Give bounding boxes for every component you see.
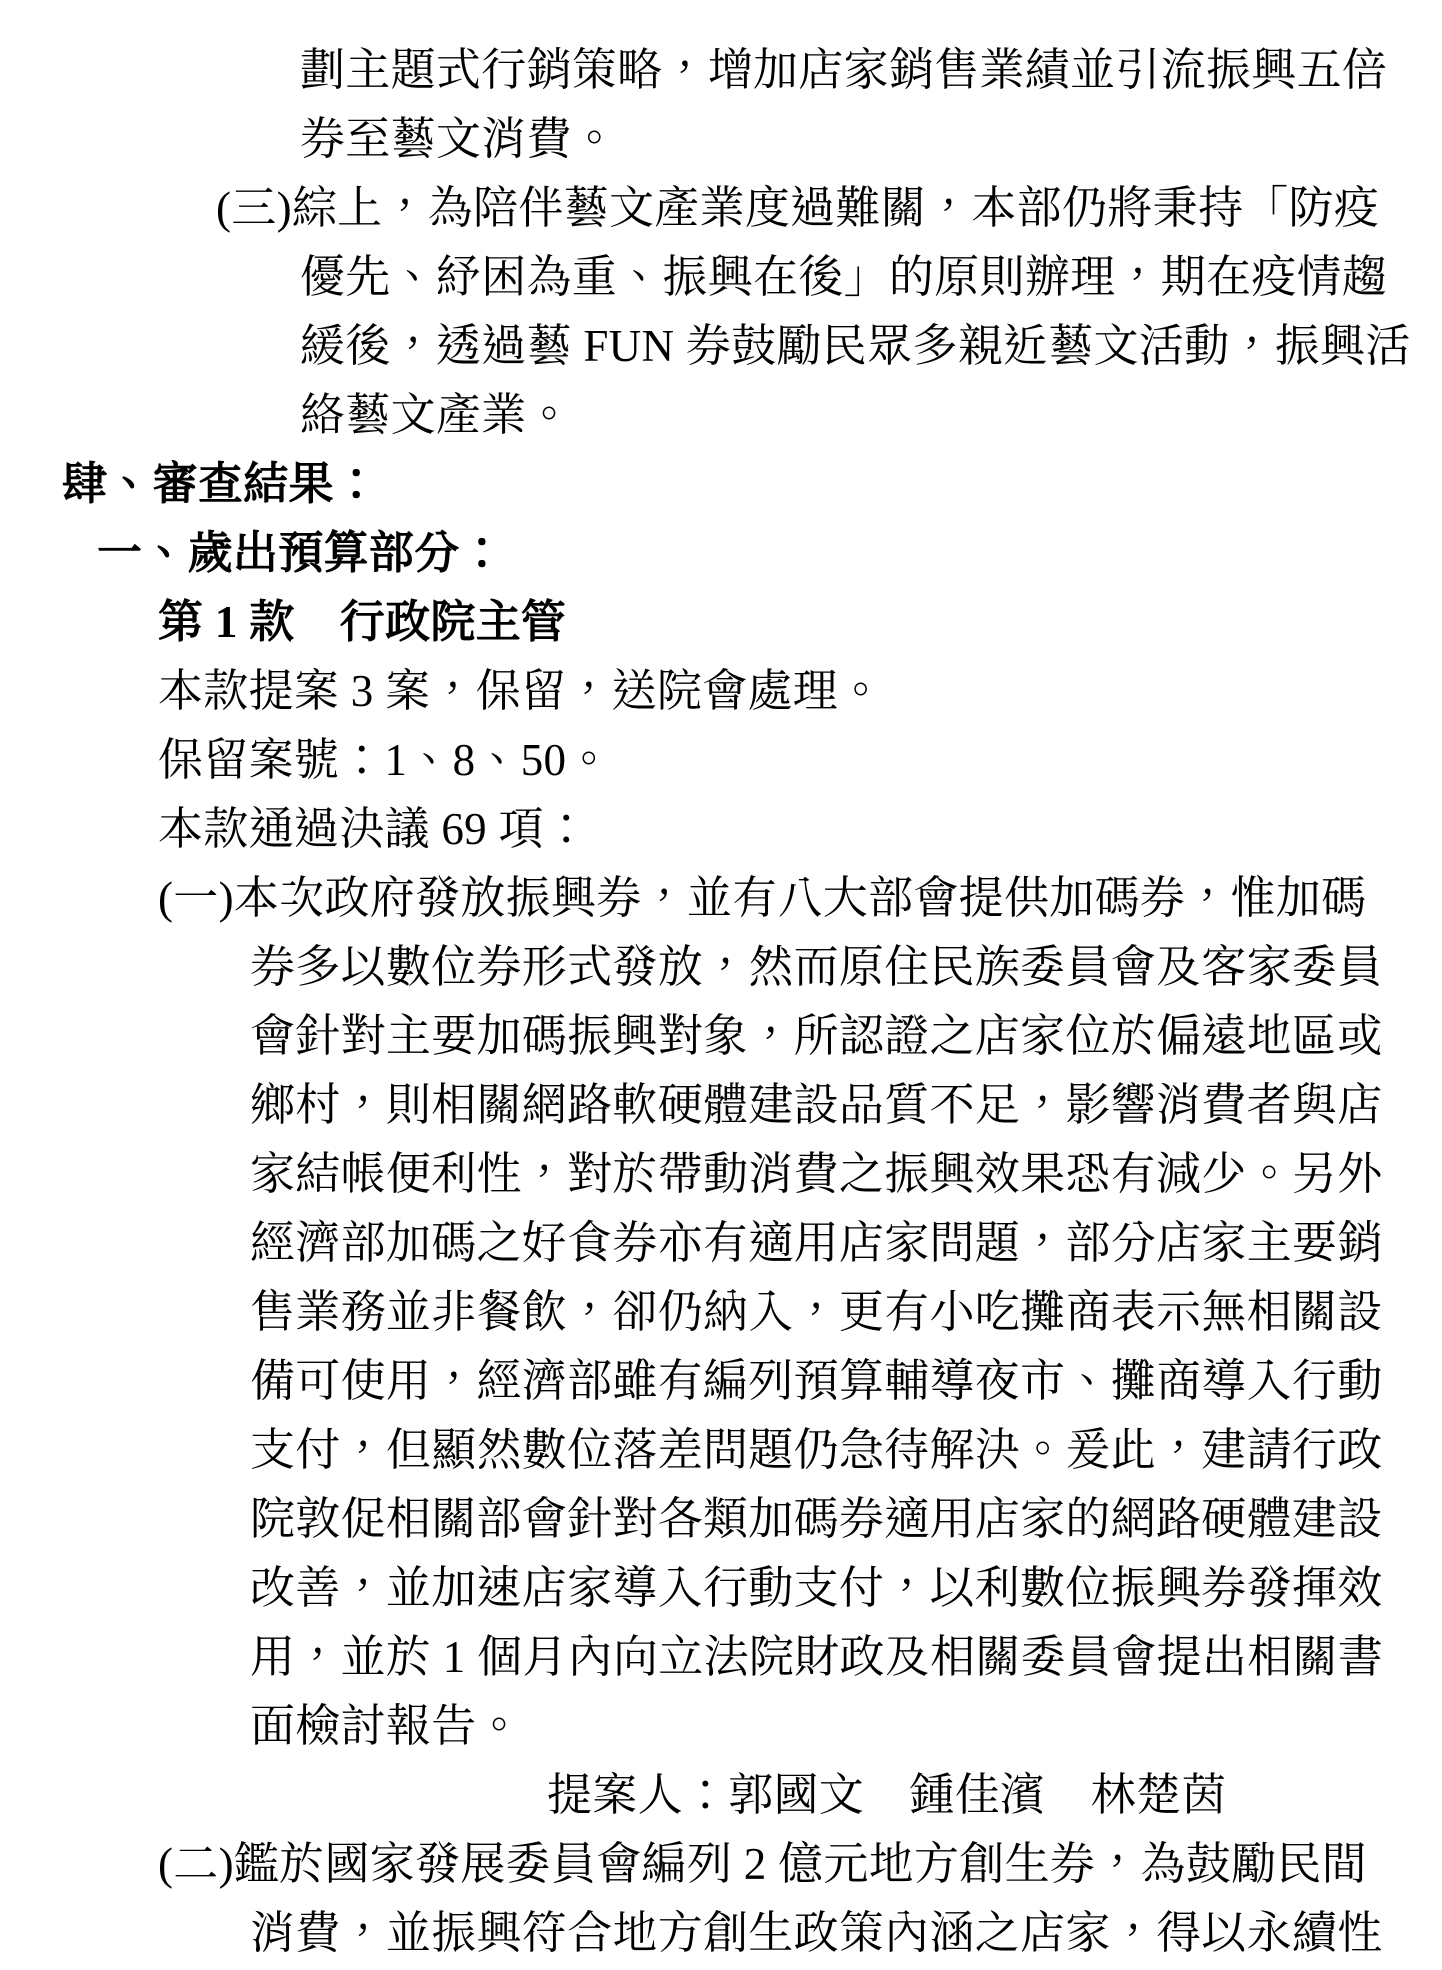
continuation-l1-line: 改善，並加速店家導入行動支付，以利數位振興券發揮效	[250, 1563, 1383, 1613]
continuation-l1-line: 經濟部加碼之好食券亦有適用店家問題，部分店家主要銷	[250, 1218, 1383, 1268]
continuation-l1-line: 券多以數位券形式發放，然而原住民族委員會及客家委員	[250, 942, 1383, 992]
continuation-l1-line: 備可使用，經濟部雖有編列預算輔導夜市、攤商導入行動	[250, 1356, 1383, 1406]
continuation-l1-line: 院敦促相關部會針對各類加碼券適用店家的網路硬體建設	[250, 1494, 1383, 1544]
continuation-l2-line: 優先、紓困為重、振興在後」的原則辦理，期在疫情趨	[300, 252, 1388, 302]
continuation-l1-line: 家結帳便利性，對於帶動消費之振興效果恐有減少。另外	[250, 1149, 1383, 1199]
proposer-line: 提案人：郭國文 鍾佳濱 林楚茵	[547, 1770, 1227, 1820]
continuation-l1-line: 面檢討報告。	[250, 1701, 522, 1751]
paragraph-line: 本款提案 3 案，保留，送院會處理。	[158, 666, 884, 716]
continuation-l1-line: 支付，但顯然數位落差問題仍急待解決。爰此，建請行政	[250, 1425, 1383, 1475]
continuation-l2-line: 劃主題式行銷策略，增加店家銷售業績並引流振興五倍	[300, 45, 1388, 95]
clause-heading-line: 第 1 款 行政院主管	[158, 597, 567, 647]
sub-heading-line: 一、歲出預算部分：	[97, 528, 505, 578]
continuation-l1-line: 售業務並非餐飲，卻仍納入，更有小吃攤商表示無相關設	[250, 1287, 1383, 1337]
paragraph-line: 保留案號：1、8、50。	[158, 735, 612, 785]
paragraph-line: 本款通過決議 69 項：	[158, 804, 590, 854]
continuation-l1-line: 用，並於 1 個月內向立法院財政及相關委員會提出相關書	[250, 1632, 1384, 1682]
list-item-l1-line: (二)鑑於國家發展委員會編列 2 億元地方創生券，為鼓勵民間	[158, 1839, 1367, 1889]
list-item-l2-line: (三)綜上，為陪伴藝文產業度過難關，本部仍將秉持「防疫	[216, 183, 1380, 233]
continuation-l1-line: 消費，並振興符合地方創生政策內涵之店家，得以永續性	[250, 1908, 1383, 1958]
continuation-l1-line: 會針對主要加碼振興對象，所認證之店家位於偏遠地區或	[250, 1011, 1383, 1061]
continuation-l2-line: 券至藝文消費。	[300, 114, 618, 164]
continuation-l2-line: 絡藝文產業。	[300, 390, 572, 440]
continuation-l2-line: 緩後，透過藝 FUN 券鼓勵民眾多親近藝文活動，振興活	[300, 321, 1411, 371]
continuation-l1-line: 鄉村，則相關網路軟硬體建設品質不足，影響消費者與店	[250, 1080, 1383, 1130]
section-heading-line: 肆、審查結果：	[62, 459, 380, 509]
list-item-l1-line: (一)本次政府發放振興券，並有八大部會提供加碼券，惟加碼	[158, 873, 1367, 923]
